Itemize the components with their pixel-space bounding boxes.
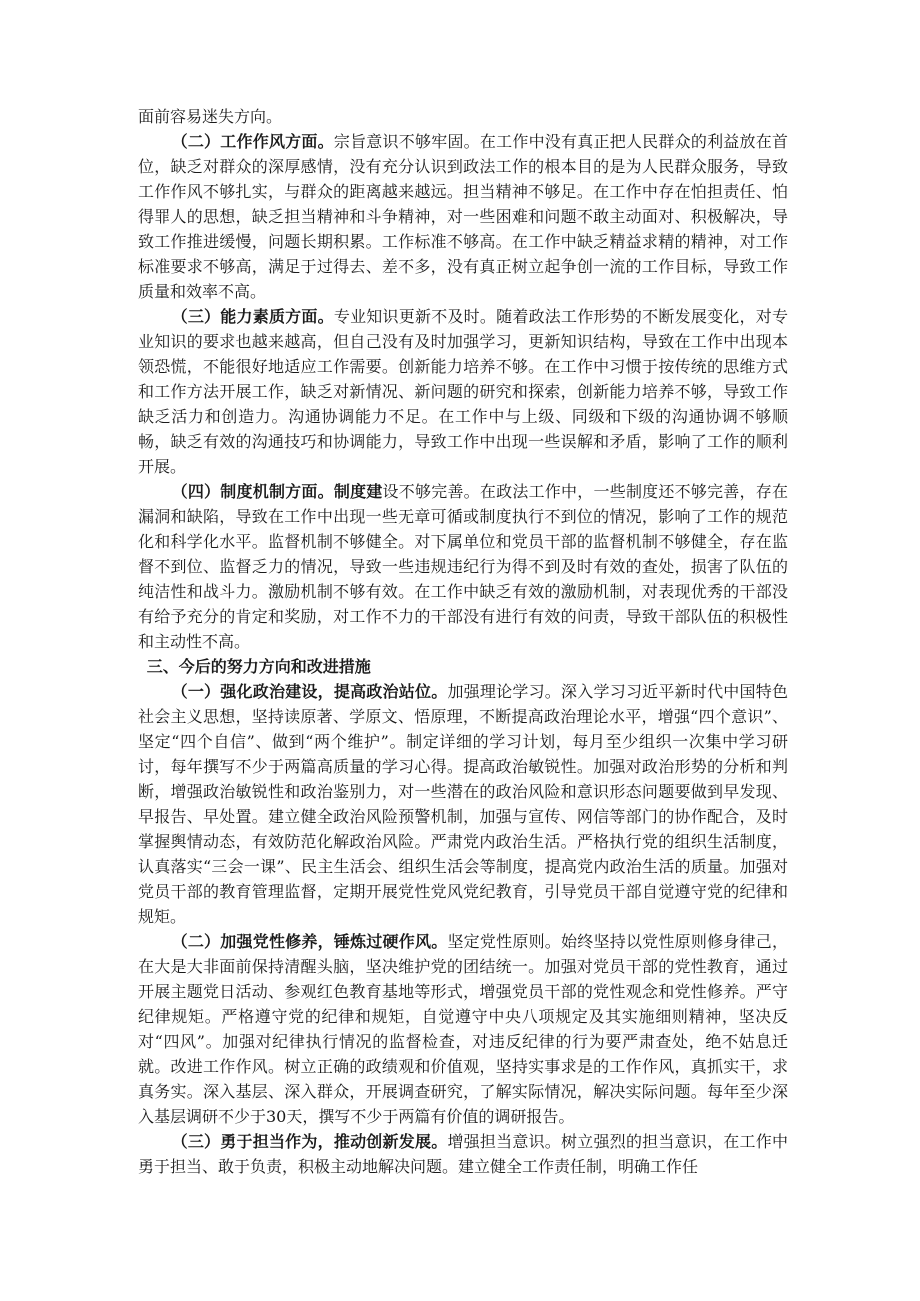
body-political: 加强理论学习。深入学习习近平新时代中国特色社会主义思想，坚持读原著、学原文、悟原理，不断提高政治理论水平，增强“四个意识”、坚定“四个自信”、做到“两个维护”。制定详细的学习计划，每月至少组织一次集中学习研讨，每年撰写不少于两篇高质量的学习心得。提高政治敏锐性。加强对政治形势的分析和判断，增强政治敏锐性和政治鉴别力，对一些潜在的政治风险和意识形态问题要做到早发现、早报告、早处置。建立健全政治风险预警机制，加强与宣传、网信等部门的协作配合，及时掌握舆情动态，有效防范化解政治风险。严肃党内政治生活。严格执行党的组织生活制度，认真落实“三会一课”、民主生活会、组织生活会等制度，提高党内政治生活的质量。加强对党员干部的教育管理监督，定期开展党性党风党纪教育，引导党员干部自觉遵守党的纪律和规矩。 (138, 682, 788, 926)
section-title-3: 三、今后的努力方向和改进措施 (146, 657, 371, 676)
heading-party-spirit: （二）加强党性修养，锤炼过硬作风。 (171, 932, 448, 951)
document-page (138, 104, 788, 1179)
paragraph-political (138, 679, 788, 929)
paragraph-continuation: 面前容易迷失方向。 (138, 107, 283, 126)
heading-ability: （三）能力素质方面。 (171, 307, 334, 326)
body-responsibility: 增强担当意识。树立强烈的担当意识，在工作中勇于担当、敢于负责，积极主动地解决问题。建立健全工作责任制，明确工作任 (138, 1132, 788, 1176)
body-party-spirit: 坚定党性原则。始终坚持以党性原则修身律己，在大是大非面前保持清醒头脑，坚决维护党的团结统一。加强对党员干部的党性教育，通过开展主题党日活动、参观红色教育基地等形式，增强党员干部的党性观念和党性修养。严守纪律规矩。严格遵守党的纪律和规矩，自觉遵守中央八项规定及其实施细则精神，坚决反对“四风”。加强对纪律执行情况的监督检查，对违反纪律的行为要严肃查处，绝不姑息迁就。改进工作作风。树立正确的政绩观和价值观，坚持实事求是的工作作风，真抓实干，求真务实。深入基层、深入群众，开展调查研究，了解实际情况，解决实际问题。每年至少深入基层调研不少于30天，撰写不少于两篇有价值的调研报告。 (138, 932, 788, 1126)
paragraph-party-spirit (138, 929, 788, 1129)
heading-institution: （四）制度机制方面。制度建 (171, 482, 383, 501)
heading-political: （一）强化政治建设，提高政治站位。 (171, 682, 448, 701)
body-institution: 设不够完善。在政法工作中，一些制度还不够完善，存在漏洞和缺陷，导致在工作中出现一些无章可循或制度执行不到位的情况，影响了工作的规范化和科学化水平。监督机制不够健全。对下属单位和党员干部的监督机制不够健全，存在监督不到位、监督乏力的情况，导致一些违规违纪行为得不到及时有效的查处，损害了队伍的纯洁性和战斗力。激励机制不够有效。在工作中缺乏有效的激励机制，对表现优秀的干部没有给予充分的肯定和奖励，对工作不力的干部没有进行有效的问责，导致干部队伍的积极性和主动性不高。 (138, 482, 788, 651)
heading-responsibility: （三）勇于担当作为，推动创新发展。 (171, 1132, 448, 1151)
paragraph-ability (138, 304, 788, 479)
heading-work-style: （二）工作作风方面。 (171, 132, 334, 151)
paragraph-work-style (138, 129, 788, 304)
paragraph-responsibility (138, 1129, 788, 1179)
body-ability: 专业知识更新不及时。随着政法工作形势的不断发展变化，对专业知识的要求也越来越高，但自己没有及时加强学习，更新知识结构，导致在工作中出现本领恐慌，不能很好地适应工作需要。创新能力培养不够。在工作中习惯于按传统的思维方式和工作方法开展工作，缺乏对新情况、新问题的研究和探索，创新能力培养不够，导致工作缺乏活力和创造力。沟通协调能力不足。在工作中与上级、同级和下级的沟通协调不够顺畅，缺乏有效的沟通技巧和协调能力，导致工作中出现一些误解和矛盾，影响了工作的顺利开展。 (138, 307, 788, 476)
paragraph-institution (138, 479, 788, 654)
body-work-style: 宗旨意识不够牢固。在工作中没有真正把人民群众的利益放在首位，缺乏对群众的深厚感情，没有充分认识到政法工作的根本目的是为人民群众服务，导致工作作风不够扎实，与群众的距离越来越远。担当精神不够足。在工作中存在怕担责任、怕得罪人的思想，缺乏担当精神和斗争精神，对一些困难和问题不敢主动面对、积极解决，导致工作推进缓慢，问题长期积累。工作标准不够高。在工作中缺乏精益求精的精神，对工作标准要求不够高，满足于过得去、差不多，没有真正树立起争创一流的工作目标，导致工作质量和效率不高。 (138, 132, 788, 301)
